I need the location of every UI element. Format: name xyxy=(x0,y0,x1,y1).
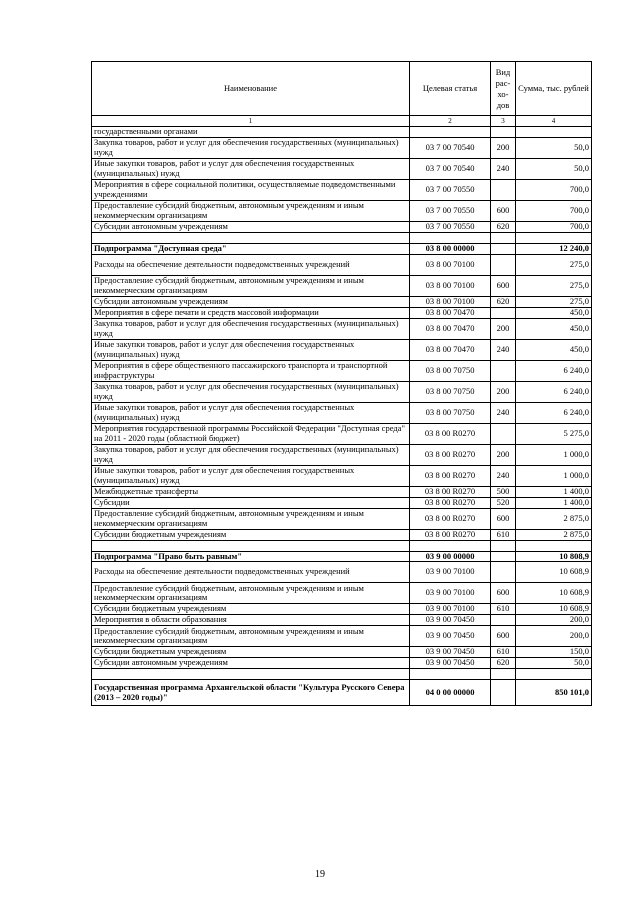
row-target-article-cell: 03 8 00 R0270 xyxy=(410,486,491,497)
table-row xyxy=(92,244,592,255)
row-sum-cell: 50,0 xyxy=(516,159,592,180)
row-target-article-cell: 03 8 00 00000 xyxy=(410,244,491,255)
row-sum-cell: 1 400,0 xyxy=(516,497,592,508)
row-sum-cell: 450,0 xyxy=(516,318,592,339)
header-name: Наименование xyxy=(92,62,410,116)
row-expense-type-cell xyxy=(491,680,516,706)
row-target-article-cell: 03 8 00 R0270 xyxy=(410,444,491,465)
row-sum-cell: 50,0 xyxy=(516,658,592,669)
header-target-article: Целевая статья xyxy=(410,62,491,116)
row-name-cell: Мероприятия в области образования xyxy=(92,615,410,626)
row-expense-type-cell xyxy=(491,180,516,201)
column-number: 1 xyxy=(92,116,410,127)
row-name-cell: Субсидии бюджетным учреждениям xyxy=(92,529,410,540)
row-target-article-cell: 03 8 00 70470 xyxy=(410,339,491,360)
table-row xyxy=(92,529,592,540)
row-name-cell: Межбюджетные трансферты xyxy=(92,486,410,497)
row-name-cell: Расходы на обеспечение деятельности подведомственных учреждений xyxy=(92,254,410,275)
row-sum-cell: 200,0 xyxy=(516,626,592,647)
row-sum-cell: 700,0 xyxy=(516,180,592,201)
table-row xyxy=(92,381,592,402)
row-name-cell: Предоставление субсидий бюджетным, автономным учреждениям и иным некоммерческим организациям xyxy=(92,626,410,647)
row-expense-type-cell: 620 xyxy=(491,222,516,233)
table-row xyxy=(92,658,592,669)
row-name-cell: Иные закупки товаров, работ и услуг для обеспечения государственных (муниципальных) нужд xyxy=(92,159,410,180)
row-expense-type-cell: 200 xyxy=(491,138,516,159)
table-row xyxy=(92,138,592,159)
row-expense-type-cell: 200 xyxy=(491,318,516,339)
row-expense-type-cell xyxy=(491,669,516,680)
table-row xyxy=(92,583,592,604)
row-target-article-cell xyxy=(410,540,491,551)
table-row xyxy=(92,486,592,497)
table-row xyxy=(92,360,592,381)
row-name-cell: Мероприятия в сфере печати и средств массовой информации xyxy=(92,307,410,318)
row-name-cell: Закупка товаров, работ и услуг для обеспечения государственных (муниципальных) нужд xyxy=(92,444,410,465)
row-target-article-cell: 03 8 00 70470 xyxy=(410,318,491,339)
row-name-cell: Закупка товаров, работ и услуг для обеспечения государственных (муниципальных) нужд xyxy=(92,381,410,402)
row-expense-type-cell: 600 xyxy=(491,508,516,529)
row-target-article-cell: 03 9 00 70100 xyxy=(410,562,491,583)
row-name-cell: Государственная программа Архангельской области "Культура Русского Севера (2013 – 2020 годы)" xyxy=(92,680,410,706)
table-body xyxy=(92,127,592,706)
table-row xyxy=(92,604,592,615)
row-sum-cell: 1 000,0 xyxy=(516,465,592,486)
row-sum-cell: 6 240,0 xyxy=(516,402,592,423)
row-expense-type-cell: 600 xyxy=(491,201,516,222)
row-name-cell: Субсидии автономным учреждениям xyxy=(92,296,410,307)
row-expense-type-cell: 610 xyxy=(491,529,516,540)
row-target-article-cell: 03 7 00 70550 xyxy=(410,180,491,201)
row-target-article-cell: 03 8 00 70750 xyxy=(410,402,491,423)
row-sum-cell: 10 608,9 xyxy=(516,604,592,615)
row-sum-cell: 1 000,0 xyxy=(516,444,592,465)
row-sum-cell: 200,0 xyxy=(516,615,592,626)
row-expense-type-cell xyxy=(491,360,516,381)
row-expense-type-cell xyxy=(491,307,516,318)
table-row xyxy=(92,254,592,275)
table-row xyxy=(92,402,592,423)
row-expense-type-cell xyxy=(491,562,516,583)
row-expense-type-cell xyxy=(491,540,516,551)
row-name-cell: Подпрограмма "Право быть равным" xyxy=(92,551,410,562)
table-row xyxy=(92,562,592,583)
row-name-cell: Предоставление субсидий бюджетным, автономным учреждениям и иным некоммерческим организациям xyxy=(92,201,410,222)
row-target-article-cell: 03 9 00 70450 xyxy=(410,626,491,647)
table-row xyxy=(92,296,592,307)
row-sum-cell: 450,0 xyxy=(516,307,592,318)
row-name-cell: Предоставление субсидий бюджетным, автономным учреждениям и иным некоммерческим организациям xyxy=(92,508,410,529)
budget-table xyxy=(91,61,592,706)
row-name-cell xyxy=(92,233,410,244)
row-target-article-cell: 03 8 00 70100 xyxy=(410,254,491,275)
row-expense-type-cell xyxy=(491,254,516,275)
table-row xyxy=(92,647,592,658)
row-sum-cell: 5 275,0 xyxy=(516,423,592,444)
table-row xyxy=(92,127,592,138)
row-expense-type-cell xyxy=(491,423,516,444)
row-sum-cell: 275,0 xyxy=(516,254,592,275)
row-expense-type-cell: 240 xyxy=(491,339,516,360)
row-target-article-cell: 04 0 00 00000 xyxy=(410,680,491,706)
row-expense-type-cell: 240 xyxy=(491,402,516,423)
table-row xyxy=(92,423,592,444)
row-target-article-cell xyxy=(410,669,491,680)
row-sum-cell: 450,0 xyxy=(516,339,592,360)
row-target-article-cell: 03 9 00 70450 xyxy=(410,615,491,626)
row-expense-type-cell: 240 xyxy=(491,465,516,486)
row-target-article-cell: 03 9 00 70450 xyxy=(410,658,491,669)
row-name-cell: Мероприятия в сфере социальной политики, осуществляемые подведомственными учреждениями xyxy=(92,180,410,201)
row-name-cell: Субсидии xyxy=(92,497,410,508)
row-sum-cell: 50,0 xyxy=(516,138,592,159)
row-target-article-cell: 03 8 00 70100 xyxy=(410,275,491,296)
row-expense-type-cell xyxy=(491,244,516,255)
spacer-row xyxy=(92,669,592,680)
table-row xyxy=(92,180,592,201)
table-row xyxy=(92,318,592,339)
row-name-cell xyxy=(92,540,410,551)
row-target-article-cell: 03 9 00 70100 xyxy=(410,604,491,615)
row-name-cell: Предоставление субсидий бюджетным, автономным учреждениям и иным некоммерческим организациям xyxy=(92,275,410,296)
table-row xyxy=(92,275,592,296)
spacer-row xyxy=(92,540,592,551)
row-name-cell: Мероприятия государственной программы Российской Федерации "Доступная среда" на 2011 - 2020 годы (областной бюджет) xyxy=(92,423,410,444)
row-expense-type-cell: 600 xyxy=(491,275,516,296)
header-sum: Сумма, тыс. рублей xyxy=(516,62,592,116)
row-sum-cell: 2 875,0 xyxy=(516,508,592,529)
row-expense-type-cell: 240 xyxy=(491,159,516,180)
row-expense-type-cell xyxy=(491,127,516,138)
row-name-cell: Подпрограмма "Доступная среда" xyxy=(92,244,410,255)
row-name-cell: государственными органами xyxy=(92,127,410,138)
row-target-article-cell: 03 7 00 70540 xyxy=(410,138,491,159)
row-expense-type-cell: 500 xyxy=(491,486,516,497)
table-row xyxy=(92,508,592,529)
row-expense-type-cell: 610 xyxy=(491,604,516,615)
row-name-cell: Иные закупки товаров, работ и услуг для обеспечения государственных (муниципальных) нужд xyxy=(92,339,410,360)
row-name-cell: Предоставление субсидий бюджетным, автономным учреждениям и иным некоммерческим организациям xyxy=(92,583,410,604)
row-name-cell: Закупка товаров, работ и услуг для обеспечения государственных (муниципальных) нужд xyxy=(92,318,410,339)
row-target-article-cell: 03 9 00 70450 xyxy=(410,647,491,658)
row-sum-cell: 1 400,0 xyxy=(516,486,592,497)
spacer-row xyxy=(92,233,592,244)
row-name-cell xyxy=(92,669,410,680)
row-sum-cell: 850 101,0 xyxy=(516,680,592,706)
row-expense-type-cell xyxy=(491,615,516,626)
row-name-cell: Закупка товаров, работ и услуг для обеспечения государственных (муниципальных) нужд xyxy=(92,138,410,159)
row-target-article-cell: 03 8 00 R0270 xyxy=(410,529,491,540)
table-row xyxy=(92,339,592,360)
row-sum-cell: 12 240,0 xyxy=(516,244,592,255)
row-sum-cell xyxy=(516,540,592,551)
table-row xyxy=(92,551,592,562)
row-sum-cell xyxy=(516,233,592,244)
row-sum-cell: 700,0 xyxy=(516,201,592,222)
table-row xyxy=(92,307,592,318)
row-sum-cell: 150,0 xyxy=(516,647,592,658)
row-target-article-cell: 03 9 00 00000 xyxy=(410,551,491,562)
table-row xyxy=(92,222,592,233)
row-target-article-cell: 03 7 00 70540 xyxy=(410,159,491,180)
budget-sheet xyxy=(91,61,591,706)
table-row xyxy=(92,615,592,626)
table-row xyxy=(92,444,592,465)
row-target-article-cell: 03 8 00 R0270 xyxy=(410,508,491,529)
row-sum-cell: 6 240,0 xyxy=(516,381,592,402)
row-expense-type-cell: 200 xyxy=(491,381,516,402)
row-sum-cell: 275,0 xyxy=(516,275,592,296)
row-name-cell: Субсидии бюджетным учреждениям xyxy=(92,647,410,658)
row-expense-type-cell xyxy=(491,551,516,562)
row-target-article-cell xyxy=(410,233,491,244)
row-name-cell: Мероприятия в сфере общественного пассажирского транспорта и транспортной инфраструктуры xyxy=(92,360,410,381)
row-sum-cell: 700,0 xyxy=(516,222,592,233)
row-target-article-cell: 03 7 00 70550 xyxy=(410,201,491,222)
row-name-cell: Расходы на обеспечение деятельности подведомственных учреждений xyxy=(92,562,410,583)
header-expense-type: Вид рас-хо-дов xyxy=(491,62,516,116)
row-target-article-cell: 03 8 00 70100 xyxy=(410,296,491,307)
row-expense-type-cell: 620 xyxy=(491,658,516,669)
row-name-cell: Субсидии автономным учреждениям xyxy=(92,222,410,233)
row-target-article-cell: 03 7 00 70550 xyxy=(410,222,491,233)
row-sum-cell: 10 608,9 xyxy=(516,583,592,604)
table-row xyxy=(92,626,592,647)
row-target-article-cell xyxy=(410,127,491,138)
row-sum-cell xyxy=(516,669,592,680)
row-name-cell: Иные закупки товаров, работ и услуг для обеспечения государственных (муниципальных) нужд xyxy=(92,402,410,423)
table-row xyxy=(92,201,592,222)
table-row xyxy=(92,465,592,486)
row-expense-type-cell xyxy=(491,233,516,244)
row-expense-type-cell: 520 xyxy=(491,497,516,508)
row-target-article-cell: 03 8 00 70750 xyxy=(410,360,491,381)
row-target-article-cell: 03 8 00 R0270 xyxy=(410,465,491,486)
column-numbers-row xyxy=(92,116,592,127)
page-number: 19 xyxy=(315,869,325,880)
column-number: 2 xyxy=(410,116,491,127)
row-name-cell: Субсидии бюджетным учреждениям xyxy=(92,604,410,615)
row-sum-cell: 275,0 xyxy=(516,296,592,307)
row-sum-cell: 10 608,9 xyxy=(516,562,592,583)
row-name-cell: Иные закупки товаров, работ и услуг для обеспечения государственных (муниципальных) нужд xyxy=(92,465,410,486)
table-row xyxy=(92,159,592,180)
row-target-article-cell: 03 9 00 70100 xyxy=(410,583,491,604)
row-expense-type-cell: 600 xyxy=(491,583,516,604)
row-target-article-cell: 03 8 00 70470 xyxy=(410,307,491,318)
row-expense-type-cell: 610 xyxy=(491,647,516,658)
row-name-cell: Субсидии автономным учреждениям xyxy=(92,658,410,669)
row-sum-cell: 10 808,9 xyxy=(516,551,592,562)
column-number: 4 xyxy=(516,116,592,127)
column-number: 3 xyxy=(491,116,516,127)
row-expense-type-cell: 200 xyxy=(491,444,516,465)
table-header-row xyxy=(92,62,592,116)
row-expense-type-cell: 620 xyxy=(491,296,516,307)
row-sum-cell: 2 875,0 xyxy=(516,529,592,540)
row-sum-cell xyxy=(516,127,592,138)
row-expense-type-cell: 600 xyxy=(491,626,516,647)
table-row xyxy=(92,497,592,508)
row-target-article-cell: 03 8 00 R0270 xyxy=(410,497,491,508)
row-target-article-cell: 03 8 00 70750 xyxy=(410,381,491,402)
table-row xyxy=(92,680,592,706)
row-target-article-cell: 03 8 00 R0270 xyxy=(410,423,491,444)
row-sum-cell: 6 240,0 xyxy=(516,360,592,381)
